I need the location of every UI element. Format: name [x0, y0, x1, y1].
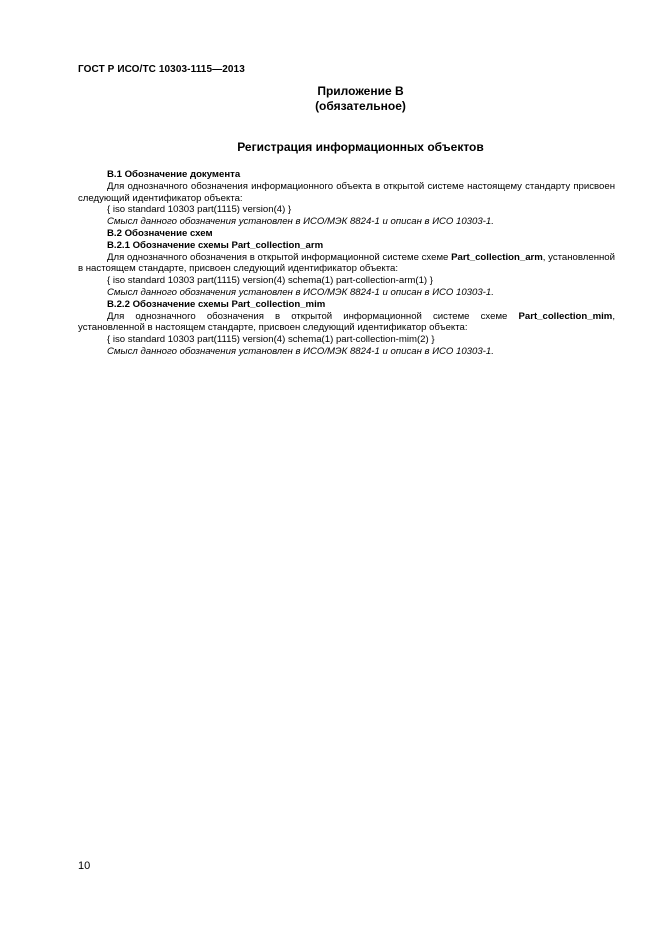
clause-b1-identifier: { iso standard 10303 part(1115) version(4) } — [107, 204, 292, 216]
clause-b21-heading: В.2.1 Обозначение схемы Part_collection_arm — [107, 239, 324, 251]
clause-b22-identifier: { iso standard 10303 part(1115) version(4) schema(1) part-collection-mim(2) } — [107, 334, 435, 346]
appendix-status: (обязательное) — [315, 99, 406, 113]
page-number: 10 — [78, 860, 91, 872]
clause-b21-text-lead: Для однозначного обозначения в открытой информационной системе схеме — [107, 251, 452, 263]
document-body — [78, 169, 615, 358]
clause-b21-schema-name: Part_collection_arm — [451, 251, 543, 263]
clause-b1-heading: В.1 Обозначение документа — [107, 169, 241, 180]
section-title: Регистрация информационных объектов — [237, 140, 484, 154]
clause-b1-paragraph: Для однозначного обозначения информационного объекта в открытой системе настоящему стандарту присвоен следующий идентификатор объекта: — [78, 180, 615, 204]
clause-b22-text-tail: , установленной в настоящем стандарте, присвоен следующий идентификатор объекта: — [78, 310, 615, 334]
document-header: ГОСТ Р ИСО/ТС 10303-1115—2013 — [78, 64, 245, 75]
clause-b21-identifier: { iso standard 10303 part(1115) version(4) schema(1) part-collection-arm(1) } — [107, 275, 433, 287]
clause-b22-paragraph — [78, 311, 615, 335]
clause-b21-paragraph — [78, 252, 615, 276]
appendix-title: Приложение В — [317, 84, 404, 98]
clause-b1-note: Смысл данного обозначения установлен в ИСО/МЭК 8824-1 и описан в ИСО 10303-1. — [107, 216, 494, 228]
clause-b22-heading: В.2.2 Обозначение схемы Part_collection_mim — [107, 298, 326, 310]
clause-b22-text-lead: Для однозначного обозначения в открытой информационной системе схеме — [107, 310, 519, 322]
appendix-heading — [0, 84, 661, 114]
clause-b22-note: Смысл данного обозначения установлен в ИСО/МЭК 8824-1 и описан в ИСО 10303-1. — [107, 345, 494, 357]
clause-b22-schema-name: Part_collection_mim — [518, 310, 613, 322]
clause-b2-heading: В.2 Обозначение схем — [107, 227, 213, 239]
clause-b21-note: Смысл данного обозначения установлен в ИСО/МЭК 8824-1 и описан в ИСО 10303-1. — [107, 286, 494, 298]
clause-b21-text-tail: , установленной в настоящем стандарте, присвоен следующий идентификатор объекта: — [78, 251, 615, 275]
